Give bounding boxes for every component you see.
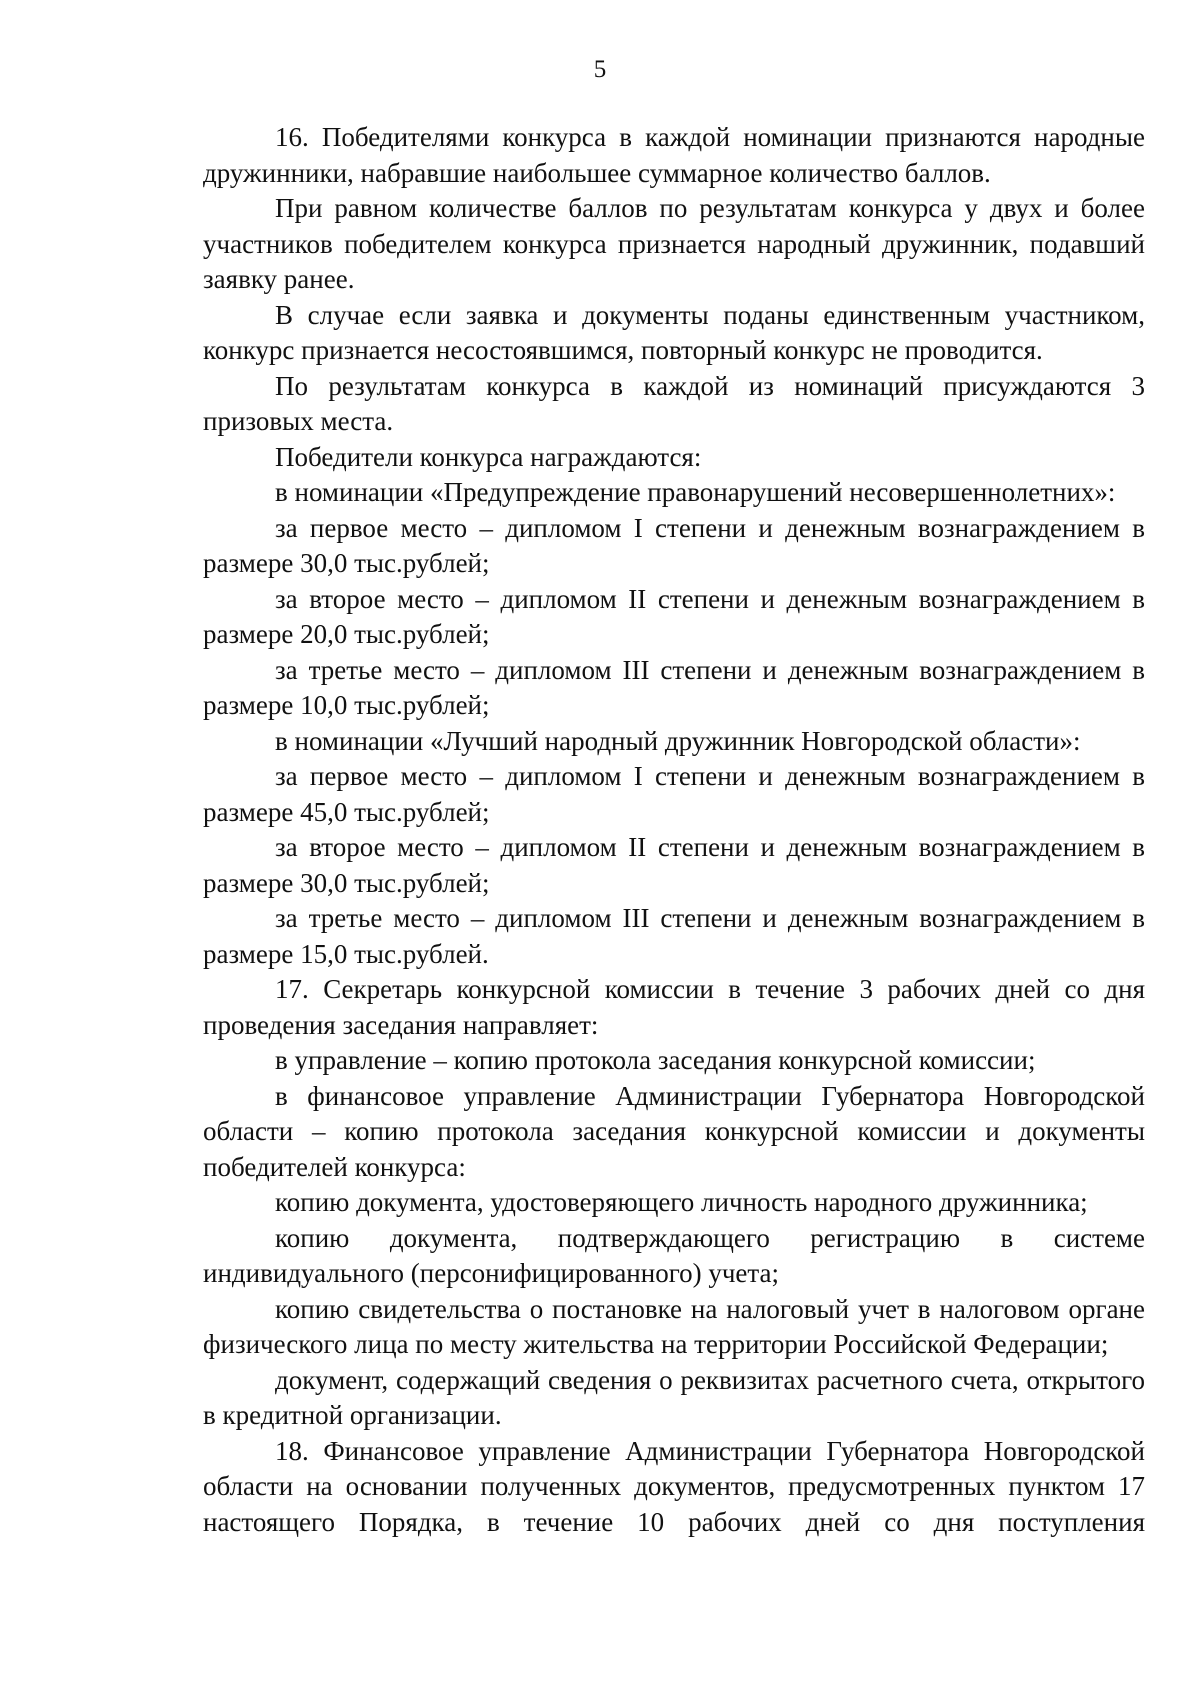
page-number: 5: [593, 56, 607, 83]
paragraph: за второе место – дипломом II степени и денежным вознаграждением в размере 20,0 тыс.рублей;: [203, 583, 1145, 649]
paragraph: При равном количестве баллов по результатам конкурса у двух и более участников победителем конкурса признается народный дружинник, подавший заявку ранее.: [203, 193, 1145, 294]
paragraph: 18. Финансовое управление Администрации Губернатора Новгородской области на основании полученных документов, предусмотренных пунктом 17 настоящего Порядка, в течение 10 рабочих дней со дня поступления: [203, 1435, 1145, 1537]
paragraph: за второе место – дипломом II степени и денежным вознаграждением в размере 30,0 тыс.рублей;: [203, 832, 1145, 898]
paragraph: документ, содержащий сведения о реквизитах расчетного счета, открытого в кредитной организации.: [203, 1364, 1145, 1430]
paragraph: в номинации «Предупреждение правонарушений несовершеннолетних»:: [275, 477, 1116, 507]
paragraph: 17. Секретарь конкурсной комиссии в течение 3 рабочих дней со дня проведения заседания направляет:: [203, 974, 1145, 1040]
paragraph: за первое место – дипломом I степени и денежным вознаграждением в размере 30,0 тыс.рублей;: [203, 512, 1145, 578]
paragraph: Победители конкурса награждаются:: [275, 441, 702, 472]
paragraph: копию свидетельства о постановке на налоговый учет в налоговом органе физического лица по месту жительства на территории Российской Федерации;: [203, 1293, 1145, 1359]
paragraph: По результатам конкурса в каждой из номинаций присуждаются 3 призовых места.: [203, 370, 1145, 436]
paragraph: за первое место – дипломом I степени и денежным вознаграждением в размере 45,0 тыс.рублей;: [203, 761, 1145, 827]
paragraph: за третье место – дипломом III степени и денежным вознаграждением в размере 10,0 тыс.рублей;: [203, 654, 1145, 720]
paragraph: В случае если заявка и документы поданы единственным участником, конкурс признается несостоявшимся, повторный конкурс не проводится.: [203, 299, 1145, 365]
paragraph: в финансовое управление Администрации Губернатора Новгородской области – копию протокола заседания конкурсной комиссии и документы победителей конкурса:: [203, 1080, 1145, 1182]
paragraph: копию документа, удостоверяющего личность народного дружинника;: [275, 1187, 1088, 1217]
paragraph: копию документа, подтверждающего регистрацию в системе индивидуального (персонифицированного) учета;: [203, 1222, 1145, 1288]
paragraph: в номинации «Лучший народный дружинник Новгородской области»:: [275, 725, 1081, 756]
paragraph: за третье место – дипломом III степени и денежным вознаграждением в размере 15,0 тыс.рублей.: [203, 903, 1145, 969]
paragraph: 16. Победителями конкурса в каждой номинации признаются народные дружинники, набравшие наибольшее суммарное количество баллов.: [203, 122, 1145, 188]
document-body: [203, 120, 1145, 1540]
paragraph: в управление – копию протокола заседания конкурсной комиссии;: [275, 1045, 1036, 1075]
